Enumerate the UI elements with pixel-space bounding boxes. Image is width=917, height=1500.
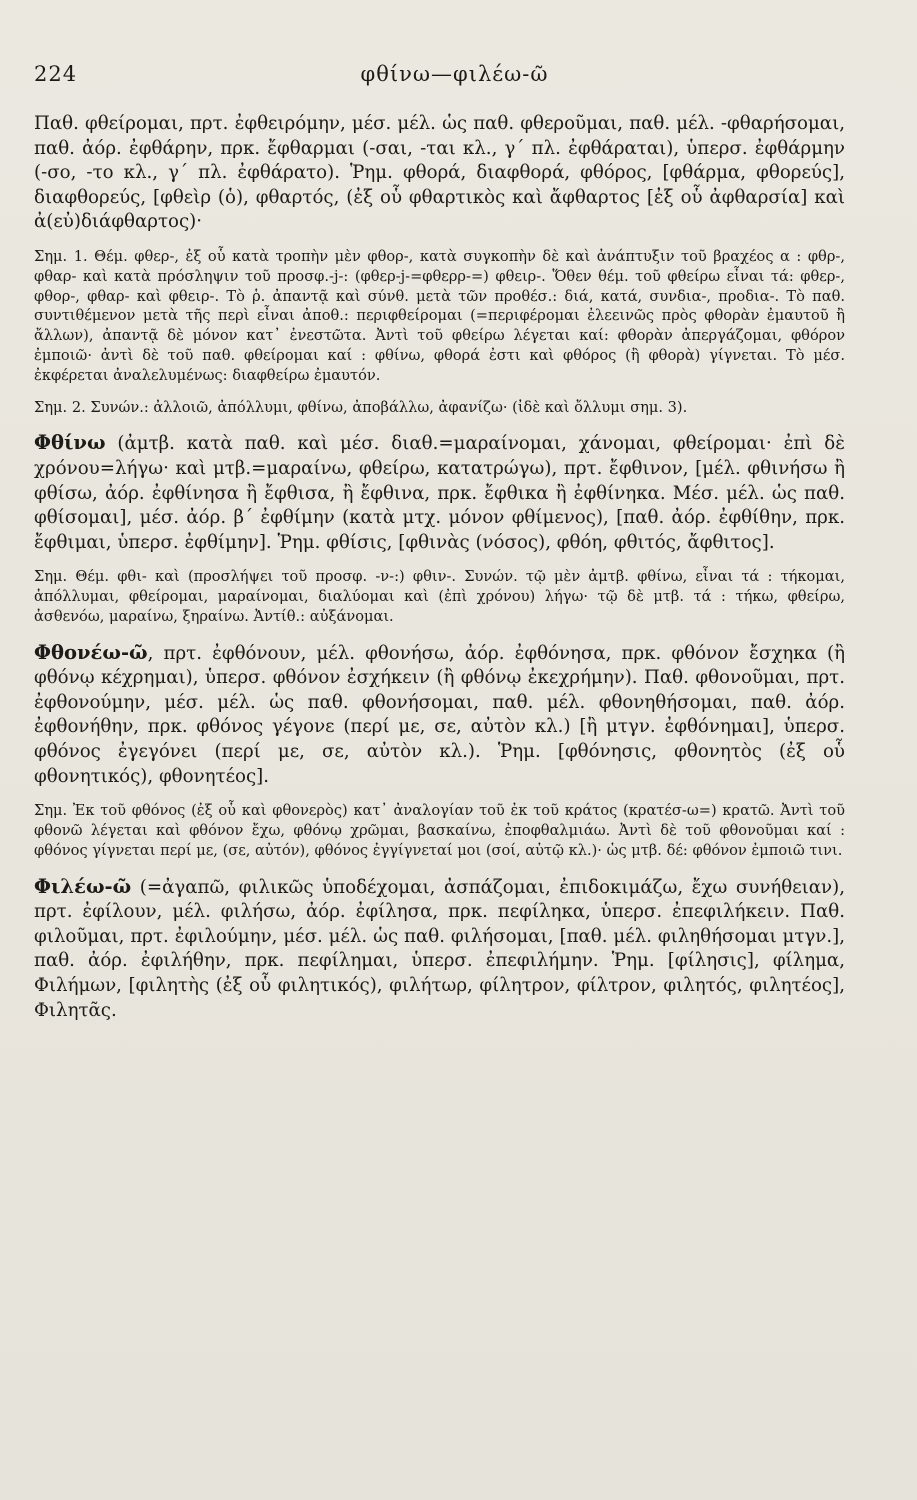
running-title: φθίνω—φιλέω-ῶ: [360, 62, 549, 86]
entry-phtheiro-continued: Παθ. φθείρομαι, πρτ. ἐφθειρόμην, μέσ. μέλ. ὡς παθ. φθεροῦμαι, παθ. μέλ. -φθαρήσομαι, παθ. ἀόρ. ἐφθάρην, πρκ. ἔφθαρμαι (-σαι, -ται κλ., γ΄ πλ. ἐφθάραται), ὑπερσ. ἐφθάρμην (-σο, -το κλ., γ΄ πλ. ἐφθάρατο). Ῥημ. φθορά, διαφθορά, φθόρος, [φθάρμα, φθορεύς], διαφθορεύς, [φθεὶρ (ὁ), φθαρτός, (ἐξ οὗ φθαρτικὸς καὶ ἄφθαρτος [ἐξ οὗ ἀφθαρσία] καὶ ἀ(εὐ)διάφθαρτος)·: [34, 113, 845, 233]
headword-phthino: Φθίνω: [34, 431, 106, 455]
note-1-phtheiro: Σημ. 1. Θέμ. φθερ-, ἐξ οὗ κατὰ τροπὴν μὲν φθορ-, κατὰ συγκοπὴν δὲ καὶ ἀνάπτυξιν τοῦ βραχέος α : φθρ-, φθαρ- καὶ κατὰ πρόσληψιν τοῦ προσφ.-j-: (φθερ-j-=φθερρ-=) φθειρ-. Ὅθεν θέμ. τοῦ φθείρω εἶναι τά: φθερ-, φθορ-, φθαρ- καὶ φθειρ-. Τὸ ῥ. ἀπαντᾷ καὶ σύνθ. μετὰ τῶν προθέσ.: διά, κατά, συνδια-, προδια-. Τὸ παθ. συντιθέμενον μετὰ τῆς περὶ εἶναι ἀποθ.: περιφθείρομαι (=περιφέρομαι ἐλεεινῶς πρὸς φθορὰν ἐμαυτοῦ ἢ ἄλλων), ἀπαντᾷ δὲ μόνον κατ᾽ ἐνεστῶτα. Ἀντὶ τοῦ φθείρω λέγεται καί: φθορὰν ἀπεργάζομαι, φθόρον ἐμποιῶ· ἀντὶ δὲ τοῦ παθ. φθείρομαι καί : φθίνω, φθορά ἐστι καὶ φθόρος (ἢ φθορὰ) γίγνεται. Τὸ μέσ. ἐκφέρεται ἀναλελυμένως: διαφθείρω ἐμαυτόν.: [34, 247, 845, 384]
note-phthino: Σημ. Θέμ. φθι- καὶ (προσλήψει τοῦ προσφ. -ν-:) φθιν-. Συνών. τῷ μὲν ἀμτβ. φθίνω, εἶναι τά : τήκομαι, ἀπόλλυμαι, φθείρομαι, μαραίνομαι, διαλύομαι καὶ (ἐπὶ χρόνου) λήγω· τῷ δὲ μτβ. τά : τήκω, φθείρω, ἀσθενόω, μαραίνω, ξηραίνω. Ἀντίθ.: αὐξάνομαι.: [34, 568, 845, 625]
note-phthoneo: Σημ. Ἐκ τοῦ φθόνος (ἐξ οὗ καὶ φθονερὸς) κατ᾽ ἀναλογίαν τοῦ ἐκ τοῦ κράτος (κρατέσ-ω=) κρατῶ. Ἀντὶ τοῦ φθονῶ λέγεται καὶ φθόνον ἔχω, φθόνῳ χρῶμαι, βασκαίνω, ἐποφθαλμιάω. Ἀντὶ δὲ τοῦ φθονοῦμαι καί : φθόνος γίγνεται περί με, (σε, αὐτόν), φθόνος ἐγγίγνεταί μοι (σοί, αὐτῷ κλ.)· ὡς μτβ. δέ: φθόνον ἐμποιῶ τινι.: [34, 802, 845, 859]
entry-phthoneo: Φθονέω-ῶ, πρτ. ἐφθόνουν, μέλ. φθονήσω, ἀόρ. ἐφθόνησα, πρκ. φθόνον ἔσχηκα (ἢ φθόνῳ κέχρημαι), ὑπερσ. φθόνον ἐσχήκειν (ἢ φθόνῳ ἐκεχρήμην). Παθ. φθονοῦμαι, πρτ. ἐφθονούμην, μέσ. μέλ. ὡς παθ. φθονήσομαι, παθ. μέλ. φθονηθήσομαι, παθ. ἀόρ. ἐφθονήθην, πρκ. φθόνος γέγονε (περί με, σε, αὐτὸν κλ.) [ἢ μτγν. ἐφθόνημαι], ὑπερσ. φθόνος ἐγεγόνει (περί με, σε, αὐτὸν κλ.). Ῥημ. [φθόνησις, φθονητὸς (ἐξ οὗ φθονητικός), φθονητέος].: [34, 640, 845, 787]
running-head: [34, 54, 845, 94]
entry-phileo: Φιλέω-ῶ (=ἀγαπῶ, φιλικῶς ὑποδέχομαι, ἀσπάζομαι, ἐπιδοκιμάζω, ἔχω συνήθειαν), πρτ. ἐφίλουν, μέλ. φιλήσω, ἀόρ. ἐφίλησα, πρκ. πεφίληκα, ὑπερσ. ἐπεφιλήκειν. Παθ. φιλοῦμαι, πρτ. ἐφιλούμην, μέσ. μέλ. ὡς παθ. φιλήσομαι, [παθ. μέλ. φιληθήσομαι μτγν.], παθ. ἀόρ. ἐφιλήθην, πρκ. πεφίλημαι, ὑπερσ. ἐπεφιλήμην. Ῥημ. [φίλησις], φίλημα, Φιλήμων, [φιλητὴς (ἐξ οὗ φιλητικός), φιλήτωρ, φίλητρον, φίλτρον, φιλητός, φιλητέος], Φιλητᾶς.: [34, 874, 845, 1021]
entry-phthino: Φθίνω (ἀμτβ. κατὰ παθ. καὶ μέσ. διαθ.=μαραίνομαι, χάνομαι, φθείρομαι· ἐπὶ δὲ χρόνου=λήγω· καὶ μτβ.=μαραίνω, φθείρω, κατατρώγω), πρτ. ἔφθινον, [μέλ. φθινήσω ἢ φθίσω, ἀόρ. ἐφθίνησα ἢ ἔφθισα, ἢ ἔφθινα, πρκ. ἔφθικα ἢ ἐφθίνηκα. Μέσ. μέλ. ὡς παθ. φθίσομαι], μέσ. ἀόρ. β΄ ἐφθίμην (κατὰ μτχ. μόνον φθίμενος), [παθ. ἀόρ. ἐφθίθην, πρκ. ἔφθιμαι, ὑπερσ. ἐφθίμην]. Ῥημ. φθίσις, [φθινὰς (νόσος), φθόη, φθιτός, ἄφθιτος].: [34, 431, 845, 553]
note-2-phtheiro: Σημ. 2. Συνών.: ἀλλοιῶ, ἀπόλλυμι, φθίνω, ἀποβάλλω, ἀφανίζω· (ἰδὲ καὶ ὄλλυμι σημ. 3).: [34, 398, 688, 416]
page-number: 224: [34, 62, 78, 86]
headword-phileo: Φιλέω-ῶ: [34, 874, 132, 898]
headword-phthoneo: Φθονέω-ῶ: [34, 640, 148, 664]
